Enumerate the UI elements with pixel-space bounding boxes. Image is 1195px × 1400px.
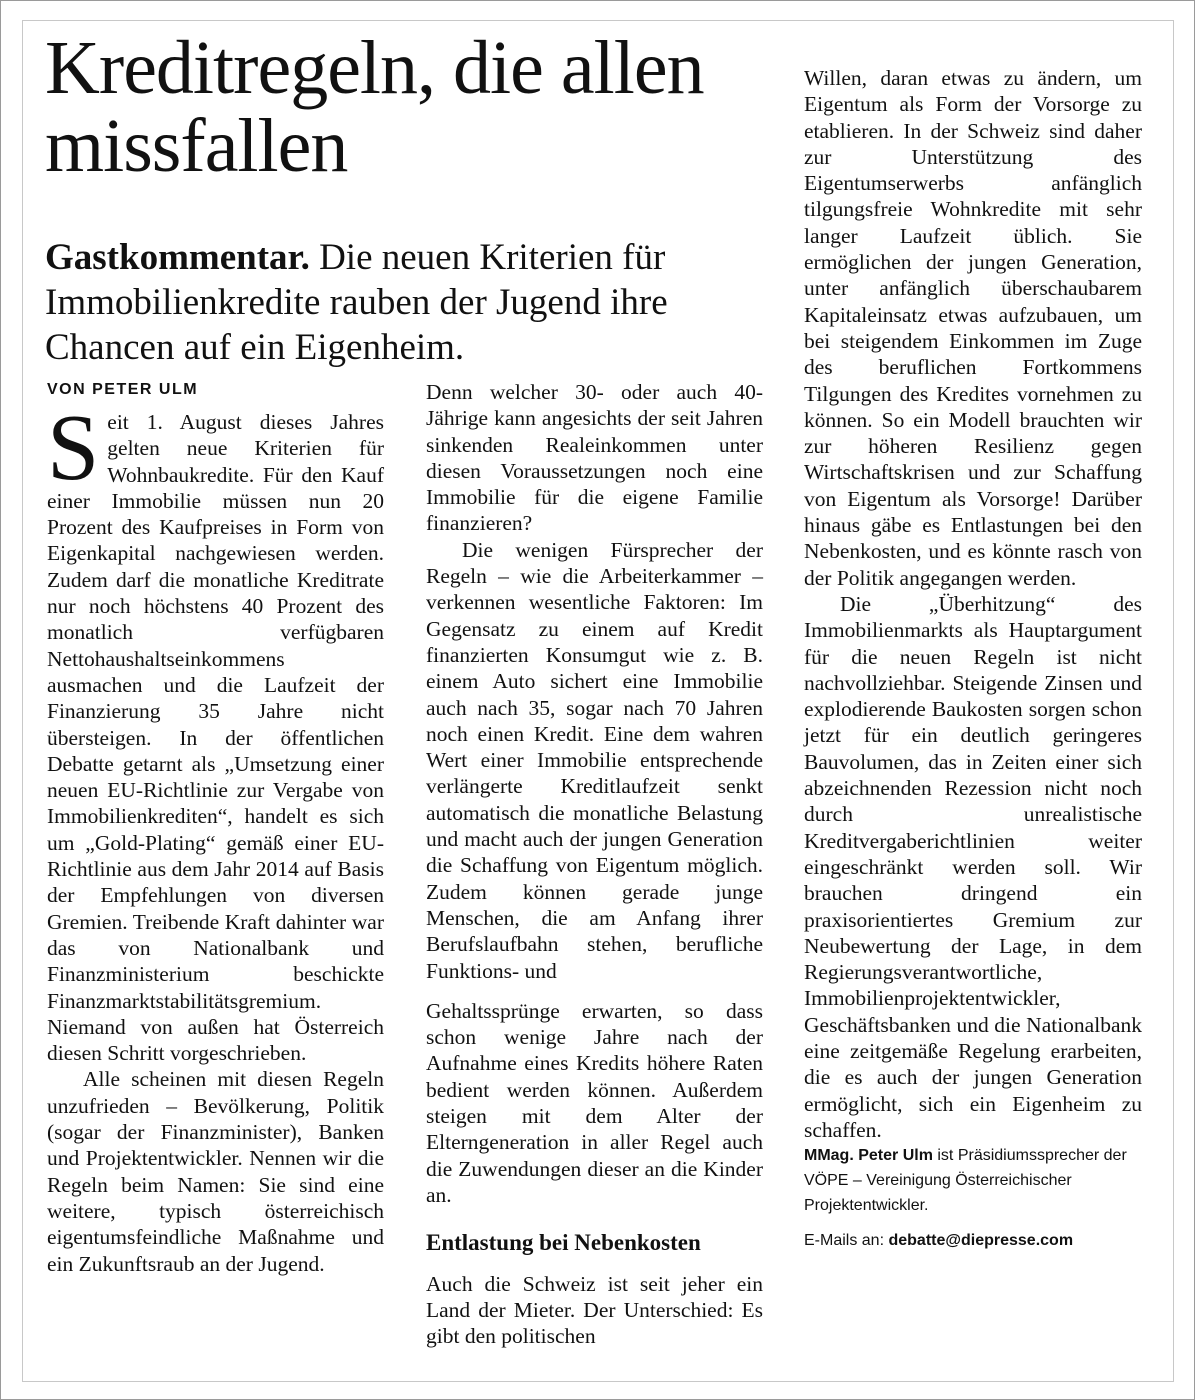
- paragraph-1: [47, 396, 384, 1066]
- author-name: MMag. Peter Ulm: [804, 1147, 933, 1165]
- email-line: [804, 1232, 1142, 1250]
- paragraph-1-text: eit 1. August dieses Jahres gelten neue Kriterien für Wohnbaukredite. Für den Kauf einer Immobilie müssen nun 20 Prozent des Kaufpreises in Form von Eigenkapital nachgewiesen werden. Zudem darf die monatliche Kreditrate nur noch höchstens 40 Prozent des monatlich verfügbaren Nettohaushaltseinkommens ausmachen und die Laufzeit der Finanzierung 35 Jahre nicht übersteigen. In der öffentlichen Debatte getarnt als „Umsetzung einer neuen EU-Richtlinie zur Vergabe von Immobilienkrediten“, handelt es sich um „Gold-Plating“ gemäß einer EU-Richtlinie aus dem Jahr 2014 auf Basis der Empfehlungen von diversen Gremien. Treibende Kraft dahinter war das von Nationalbank und Finanzministerium beschickte Finanzmarktstabilitätsgremium. Niemand von außen hat Österreich diesen Schritt vorgeschrieben.: [47, 410, 384, 1066]
- drop-cap: S: [47, 396, 100, 500]
- author-bio-text: ist Präsidiumssprecher der VÖPE – Vereinigung Österreichischer Projektentwickler.: [804, 1147, 1127, 1215]
- author-bio: [804, 1143, 1142, 1218]
- paragraph-6: Auch die Schweiz ist seit jeher ein Land der Mieter. Der Unterschied: Es gibt den politischen: [426, 1271, 763, 1349]
- paragraph-3: Denn welcher 30- oder auch 40-Jährige kann angesichts der seit Jahren sinkenden Realeinkommen unter diesen Voraussetzungen noch eine Immobilie für die eigene Familie finanzieren?: [426, 380, 763, 536]
- paragraph-4: Die wenigen Fürsprecher der Regeln – wie die Arbeiterkammer – verkennen wesentliche Faktoren: Im Gegensatz zu einem auf Kredit finanzierten Konsumgut wie z. B. einem Auto sichert eine Immobilie auch nach 35, sogar nach 70 Jahren noch einen Kredit. Eine dem wahren Wert einer Immobilie entsprechende verlängerte Kreditlaufzeit senkt automatisch die monatliche Belastung und macht auch der jungen Generation die Schaffung von Eigentum möglich. Zudem können gerade junge Menschen, die am Anfang ihrer Berufslaufbahn stehen, berufliche Funktions- und: [426, 537, 763, 983]
- paragraph-8: Die „Überhitzung“ des Immobilienmarkts als Hauptargument für die neuen Regeln ist nicht nachvollziehbar. Steigende Zinsen und explodierende Baukosten sorgen schon jetzt für ein deutlich geringeres Bauvolumen, das in Zeiten einer sich abzeichnenden Rezession nicht noch durch unrealistische Kreditvergaberichtlinien weiter eingeschränkt werden soll. Wir brauchen dringend ein praxisorientiertes Gremium zur Neubewertung der Lage, in dem Regierungsverantwortliche, Immobilienprojektentwickler, Geschäftsbanken und die Nationalbank eine zeitgemäße Regelung erarbeiten, die es auch der jungen Generation ermöglicht, sich ein Eigenheim zu schaffen.: [804, 591, 1142, 1142]
- deck-text: Die neuen Kriterien für Immobilienkredite rauben der Jugend ihre Chancen auf ein Eigenheim.: [45, 237, 668, 368]
- email-address[interactable]: debatte@diepresse.com: [888, 1232, 1074, 1250]
- paragraph-5: Gehaltssprünge erwarten, so dass schon wenige Jahre nach der Aufnahme eines Kredits höhere Raten bedient werden können. Außerdem steigen mit dem Alter der Elterngeneration in aller Regel auch die Zuwendungen dieser an die Kinder an.: [426, 998, 763, 1207]
- column-1: [47, 396, 384, 1277]
- paragraph-2: Alle scheinen mit diesen Regeln unzufrieden – Bevölkerung, Politik (sogar der Finanzminister), Banken und Projektentwickler. Nennen wir die Regeln beim Namen: Sie sind eine weitere, typisch österreichisch eigentumsfeindliche Maßnahme und ein Zukunftsraub an der Jugend.: [47, 1067, 384, 1276]
- deck: [45, 235, 785, 370]
- byline: VON PETER ULM: [47, 381, 199, 398]
- article-page: [22, 20, 1174, 1382]
- subheading: Entlastung bei Nebenkosten: [426, 1230, 701, 1256]
- paragraph-7: Willen, daran etwas zu ändern, um Eigentum als Form der Vorsorge zu etablieren. In der Schweiz sind daher zur Unterstützung des Eigentumserwerbs anfänglich tilgungsfreie Wohnkredite mit sehr langer Laufzeit üblich. Sie ermöglichen der jungen Generation, unter anfänglich überschaubarem Kapitaleinsatz etwas aufzubauen, um bei steigendem Einkommen im Zuge des beruflichen Fortkommens Tilgungen des Kredites vornehmen zu können. So ein Modell brauchten wir zur höheren Resilienz gegen Wirtschaftskrisen und zur Schaffung von Eigentum als Vorsorge! Darüber hinaus gäbe es Entlastungen bei den Nebenkosten, und es könnte rasch von der Politik angegangen werden.: [804, 66, 1142, 590]
- email-label: E-Mails an:: [804, 1232, 885, 1250]
- headline: Kreditregeln, die allen missfallen: [45, 26, 704, 188]
- column-2: [426, 379, 763, 1349]
- column-3: [804, 65, 1142, 1250]
- deck-label: Gastkommentar.: [45, 237, 310, 278]
